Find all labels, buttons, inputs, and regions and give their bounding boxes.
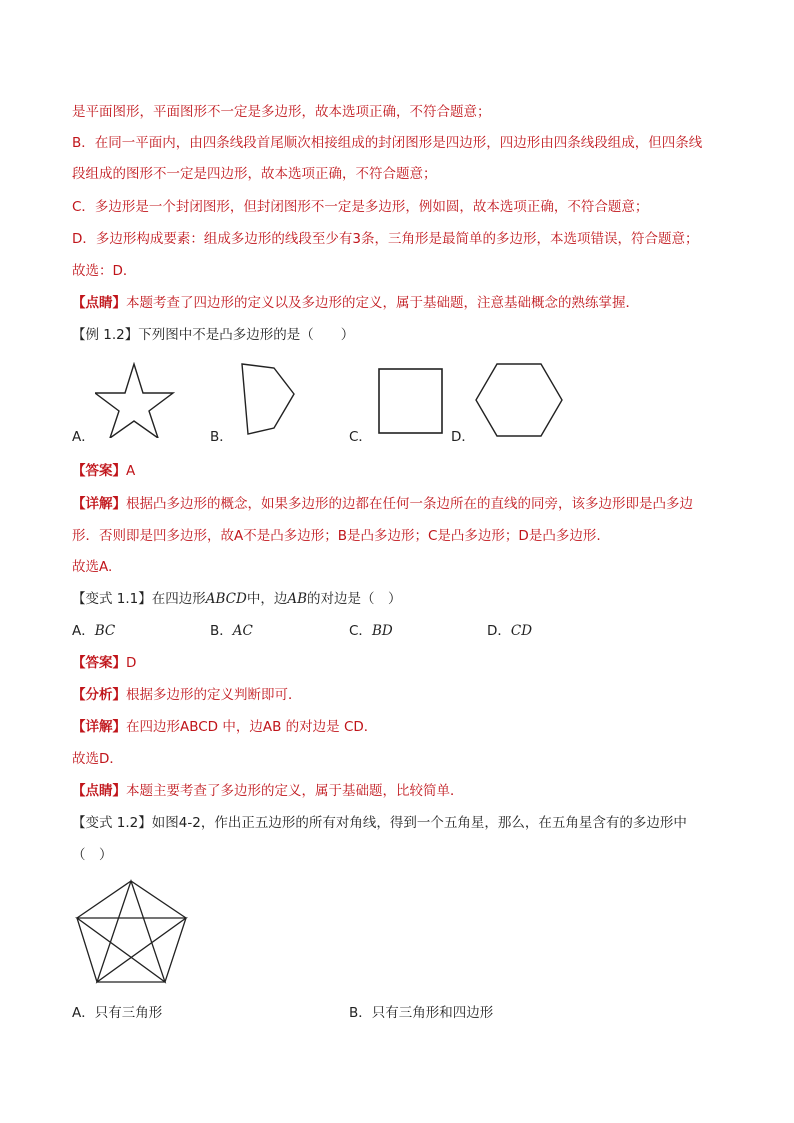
answer-line [72,654,136,672]
answer-value: D [126,655,137,671]
choose-line [72,558,112,576]
variant-question [72,590,402,608]
answer-text: D．多边形构成要素：组成多边形的线段至少有3条，三角形是最简单的多边形，本选项错误，符合题意； [72,231,699,247]
option-value: CD [510,623,533,639]
hexagon-figure [474,362,564,438]
option-a-label: A． [72,429,95,445]
dianjing-line [72,294,639,312]
option-a [72,622,115,640]
answer-text: 是平面图形，平面图形不一定是多边形，故本选项正确，不符合题意； [72,104,491,120]
example-label: 【例 1.2】 [72,327,139,343]
answer-paren: （ ） [72,847,113,863]
math-var: ABCD [205,591,247,607]
option-label: B． [349,1005,372,1021]
variant-label: 【变式 1.2】 [72,815,152,831]
option-text: 只有三角形 [94,1005,163,1021]
answer-value: A [126,463,136,479]
dianjing-text: 本题考查了四边形的定义以及多边形的定义，属于基础题，注意基础概念的熟练掌握． [126,295,639,311]
detail-text: 形．否则即是凹多边形，故A不是凸多边形；B是凸多边形；C是凸多边形；D是凸多边形. [72,528,601,544]
detail-text: 在四边形ABCD 中，边AB 的对边是 CD． [126,719,378,735]
option-label: C． [349,623,372,639]
answer-text: C．多边形是一个封闭图形，但封闭图形不一定是多边形，例如圆，故本选项正确，不符合题意； [72,199,649,215]
square-shape [379,369,442,433]
option-value: AC [232,623,253,639]
hexagon-shape [476,364,562,436]
option-b [210,622,253,640]
dianjing-text: 本题主要考查了多边形的定义，属于基础题，比较简单． [126,783,464,799]
variant-question [72,814,687,832]
answer-text: 故选：D． [72,263,137,279]
text-line [72,103,491,121]
question-text: 如图4-2，作出正五边形的所有对角线，得到一个五角星，那么，在五角星含有的多边形中 [151,815,687,831]
example-question-text: 下列图中不是凸多边形的是（ ） [138,327,355,343]
answer-text: 段组成的图形不一定是四边形，故本选项正确，不符合题意； [72,166,437,182]
example-question [72,326,354,344]
detail-tag: 【详解】 [72,496,126,512]
option-b-label: B． [210,429,233,445]
question-text: 在四边形 [151,591,206,607]
star-figure [95,362,175,438]
analysis-text: 根据多边形的定义判断即可． [126,687,302,703]
pentagon-shape [242,364,294,434]
answer-line [72,462,135,480]
choose-line [72,750,123,768]
option-b [349,1004,493,1022]
text-line [72,262,136,280]
option-c [349,622,393,640]
pentagram-figure [74,878,190,986]
option-label: A． [72,1005,95,1021]
question-text: 的对边是（ ） [307,591,402,607]
dianjing-line [72,782,464,800]
option-a [72,1004,162,1022]
option-label: D． [487,623,511,639]
math-var: AB [287,591,308,607]
answer-tag: 【答案】 [72,463,126,479]
pentagon-figure [238,362,298,436]
dianjing-tag: 【点睛】 [72,783,126,799]
option-value: BD [371,623,393,639]
detail-line [72,495,693,513]
question-text: 中，边 [246,591,288,607]
option-label: B． [210,623,233,639]
option-label: A． [72,623,95,639]
detail-line [72,527,601,545]
variant-label: 【变式 1.1】 [72,591,152,607]
option-d-label: D． [451,429,475,445]
analysis-line [72,686,302,704]
answer-text: B．在同一平面内，由四条线段首尾顺次相接组成的封闭图形是四边形，四边形由四条线段组成，但四条线 [72,135,703,151]
option-d [487,622,532,640]
choose-text: 故选D． [72,751,123,767]
answer-tag: 【答案】 [72,655,126,671]
text-line [72,198,648,216]
choose-text: 故选A. [72,559,113,575]
detail-text: 根据凸多边形的概念，如果多边形的边都在任何一条边所在的直线的同旁，该多边形即是凸多边 [126,496,693,512]
dianjing-tag: 【点睛】 [72,295,126,311]
text-line [72,230,698,248]
analysis-tag: 【分析】 [72,687,126,703]
text-line [72,165,437,183]
detail-line [72,718,377,736]
square-figure [376,366,446,436]
detail-tag: 【详解】 [72,719,126,735]
star-shape [95,364,173,438]
pentagon-outline [77,881,186,982]
text-line [72,134,702,152]
option-text: 只有三角形和四边形 [371,1005,494,1021]
option-c-label: C． [349,429,372,445]
option-value: BC [94,623,116,639]
